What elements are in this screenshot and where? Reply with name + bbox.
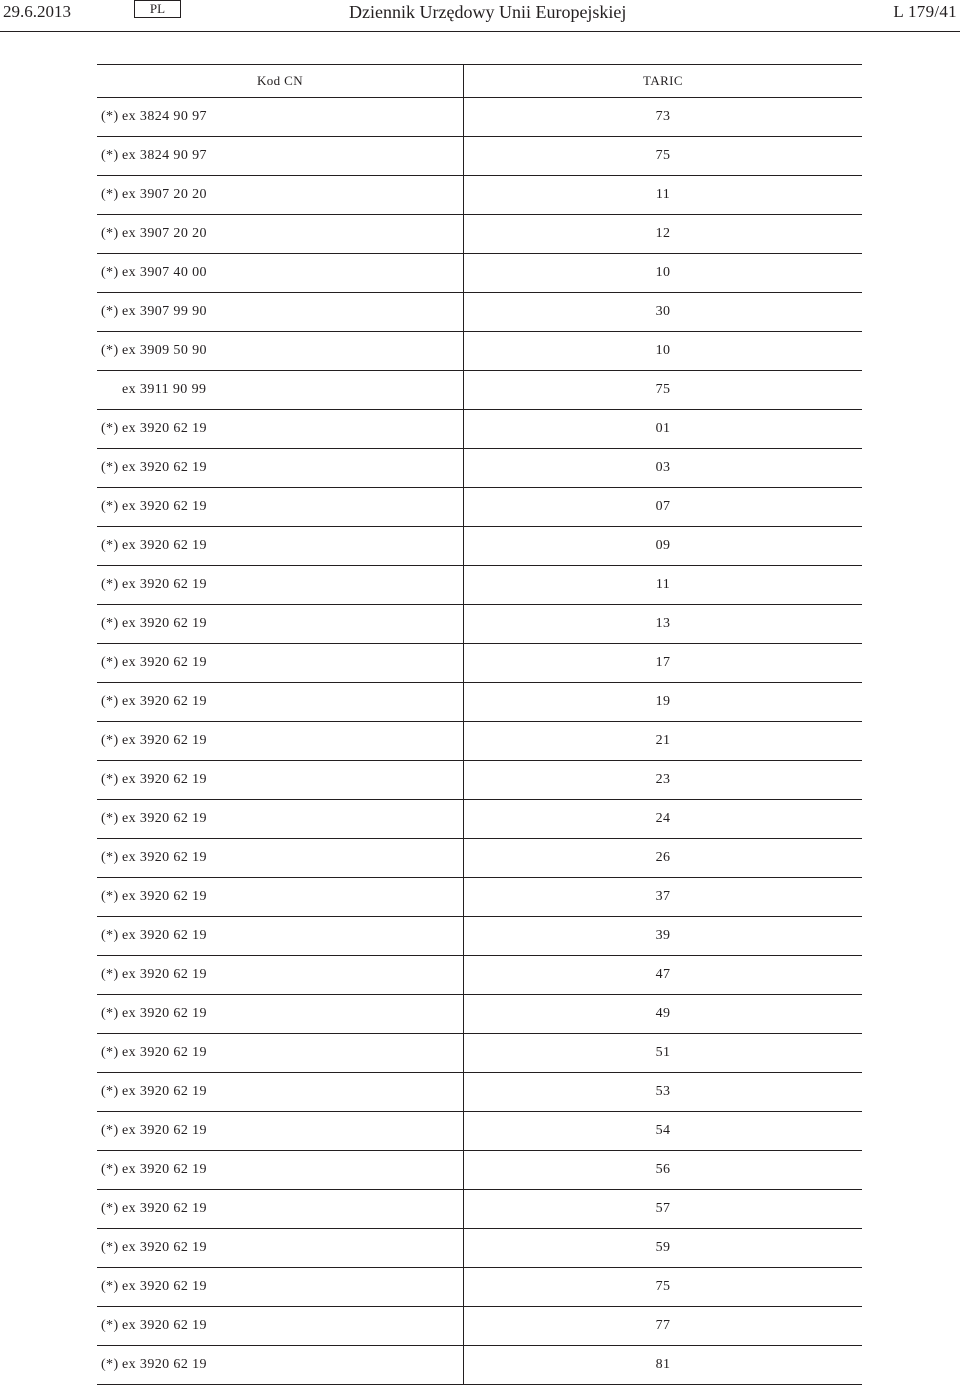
cn-code-cell bbox=[97, 98, 464, 136]
cn-code-value: ex 3920 62 19 bbox=[122, 655, 207, 670]
footnote-marker: (*) bbox=[101, 1357, 119, 1372]
table-row bbox=[97, 1229, 862, 1268]
table-row bbox=[97, 449, 862, 488]
taric-code-cell: 56 bbox=[655, 1162, 671, 1177]
taric-code-cell: 11 bbox=[655, 577, 671, 592]
cn-code-cell bbox=[97, 1112, 464, 1150]
taric-code-cell: 24 bbox=[655, 811, 671, 826]
column-header-cn-code: Kod CN bbox=[97, 65, 464, 97]
language-badge: PL bbox=[134, 0, 181, 18]
taric-code-cell: 39 bbox=[655, 928, 671, 943]
table-row bbox=[97, 995, 862, 1034]
taric-code-cell: 77 bbox=[655, 1318, 671, 1333]
taric-code-cell: 75 bbox=[655, 1279, 671, 1294]
cn-code-value: ex 3920 62 19 bbox=[122, 811, 207, 826]
taric-code-cell: 01 bbox=[655, 421, 671, 436]
cn-code-value: ex 3920 62 19 bbox=[122, 928, 207, 943]
footnote-marker: (*) bbox=[101, 928, 119, 943]
table-row bbox=[97, 1346, 862, 1385]
cn-code-cell bbox=[97, 449, 464, 487]
table-row bbox=[97, 137, 862, 176]
table-row bbox=[97, 1112, 862, 1151]
cn-code-value: ex 3920 62 19 bbox=[122, 694, 207, 709]
footnote-marker: (*) bbox=[101, 811, 119, 826]
cn-code-value: ex 3920 62 19 bbox=[122, 1045, 207, 1060]
taric-code-cell: 51 bbox=[655, 1045, 671, 1060]
taric-code-cell: 21 bbox=[655, 733, 671, 748]
table-row bbox=[97, 254, 862, 293]
cn-code-value: ex 3920 62 19 bbox=[122, 772, 207, 787]
table-row bbox=[97, 605, 862, 644]
taric-code-cell: 59 bbox=[655, 1240, 671, 1255]
cn-code-cell bbox=[97, 1034, 464, 1072]
cn-code-cell bbox=[97, 800, 464, 838]
cn-code-value: ex 3907 20 20 bbox=[122, 226, 207, 241]
table-row bbox=[97, 644, 862, 683]
cn-code-value: ex 3824 90 97 bbox=[122, 148, 207, 163]
cn-code-cell bbox=[97, 488, 464, 526]
cn-code-cell bbox=[97, 1190, 464, 1228]
page-reference: L 179/41 bbox=[893, 2, 957, 21]
taric-code-cell: 73 bbox=[655, 109, 671, 124]
taric-code-cell: 03 bbox=[655, 460, 671, 475]
cn-code-cell bbox=[97, 605, 464, 643]
cn-code-value: ex 3907 40 00 bbox=[122, 265, 207, 280]
cn-code-cell bbox=[97, 839, 464, 877]
cn-code-value: ex 3911 90 99 bbox=[122, 382, 207, 397]
taric-code-cell: 54 bbox=[655, 1123, 671, 1138]
cn-code-value: ex 3920 62 19 bbox=[122, 733, 207, 748]
taric-code-cell: 17 bbox=[655, 655, 671, 670]
cn-code-cell bbox=[97, 410, 464, 448]
cn-code-value: ex 3920 62 19 bbox=[122, 1357, 207, 1372]
taric-code-cell: 75 bbox=[655, 148, 671, 163]
cn-code-cell bbox=[97, 176, 464, 214]
taric-code-cell: 12 bbox=[655, 226, 671, 241]
footnote-marker: (*) bbox=[101, 148, 119, 163]
column-header-taric: TARIC bbox=[643, 73, 683, 88]
footnote-marker: (*) bbox=[101, 343, 119, 358]
footnote-marker: (*) bbox=[101, 304, 119, 319]
cn-code-value: ex 3920 62 19 bbox=[122, 1084, 207, 1099]
cn-code-value: ex 3920 62 19 bbox=[122, 421, 207, 436]
cn-code-cell bbox=[97, 1346, 464, 1384]
footnote-marker: (*) bbox=[101, 499, 119, 514]
footnote-marker: (*) bbox=[101, 1318, 119, 1333]
footnote-marker: (*) bbox=[101, 421, 119, 436]
taric-code-cell: 10 bbox=[655, 265, 671, 280]
footnote-marker: (*) bbox=[101, 733, 119, 748]
footnote-marker: (*) bbox=[101, 1084, 119, 1099]
cn-code-value: ex 3920 62 19 bbox=[122, 850, 207, 865]
footnote-marker: (*) bbox=[101, 226, 119, 241]
cn-code-cell bbox=[97, 332, 464, 370]
taric-code-cell: 19 bbox=[655, 694, 671, 709]
footnote-marker: (*) bbox=[101, 265, 119, 280]
cn-code-value: ex 3920 62 19 bbox=[122, 1123, 207, 1138]
footnote-marker: (*) bbox=[101, 1240, 119, 1255]
cn-code-cell bbox=[97, 1307, 464, 1345]
table-row bbox=[97, 527, 862, 566]
footnote-marker: (*) bbox=[101, 889, 119, 904]
footnote-marker: (*) bbox=[101, 538, 119, 553]
cn-code-cell bbox=[97, 722, 464, 760]
table-row bbox=[97, 566, 862, 605]
cn-code-value: ex 3909 50 90 bbox=[122, 343, 207, 358]
footnote-marker: (*) bbox=[101, 1006, 119, 1021]
cn-code-value: ex 3920 62 19 bbox=[122, 1279, 207, 1294]
cn-code-value: ex 3920 62 19 bbox=[122, 499, 207, 514]
cn-code-value: ex 3907 20 20 bbox=[122, 187, 207, 202]
cn-code-cell bbox=[97, 1073, 464, 1111]
cn-code-cell bbox=[97, 293, 464, 331]
cn-taric-table bbox=[97, 64, 862, 1385]
publication-date: 29.6.2013 bbox=[3, 2, 71, 21]
cn-code-cell bbox=[97, 995, 464, 1033]
table-row bbox=[97, 488, 862, 527]
footnote-marker: (*) bbox=[101, 1045, 119, 1060]
cn-code-value: ex 3920 62 19 bbox=[122, 1006, 207, 1021]
footnote-marker: (*) bbox=[101, 1279, 119, 1294]
table-header-row bbox=[97, 65, 862, 98]
table-row bbox=[97, 371, 862, 410]
taric-code-cell: 57 bbox=[655, 1201, 671, 1216]
table-row bbox=[97, 332, 862, 371]
footnote-marker: (*) bbox=[101, 187, 119, 202]
cn-code-cell bbox=[97, 956, 464, 994]
footnote-marker: (*) bbox=[101, 577, 119, 592]
table-row bbox=[97, 1034, 862, 1073]
cn-code-cell bbox=[97, 1151, 464, 1189]
cn-code-value: ex 3920 62 19 bbox=[122, 967, 207, 982]
cn-code-cell bbox=[97, 215, 464, 253]
taric-code-cell: 23 bbox=[655, 772, 671, 787]
taric-code-cell: 75 bbox=[655, 382, 671, 397]
table-row bbox=[97, 722, 862, 761]
cn-code-cell bbox=[97, 1268, 464, 1306]
cn-code-value: ex 3920 62 19 bbox=[122, 889, 207, 904]
taric-code-cell: 37 bbox=[655, 889, 671, 904]
footnote-marker: (*) bbox=[101, 1162, 119, 1177]
cn-code-cell bbox=[97, 566, 464, 604]
taric-code-cell: 30 bbox=[655, 304, 671, 319]
cn-code-cell bbox=[97, 254, 464, 292]
footnote-marker: (*) bbox=[101, 1201, 119, 1216]
cn-code-value: ex 3920 62 19 bbox=[122, 1240, 207, 1255]
taric-code-cell: 09 bbox=[655, 538, 671, 553]
table-row bbox=[97, 1151, 862, 1190]
cn-code-cell bbox=[97, 644, 464, 682]
table-row bbox=[97, 1307, 862, 1346]
taric-code-cell: 81 bbox=[655, 1357, 671, 1372]
footnote-marker: (*) bbox=[101, 460, 119, 475]
taric-code-cell: 53 bbox=[655, 1084, 671, 1099]
table-row bbox=[97, 878, 862, 917]
taric-code-cell: 13 bbox=[655, 616, 671, 631]
cn-code-cell bbox=[97, 371, 464, 409]
footnote-marker: (*) bbox=[101, 616, 119, 631]
taric-code-cell: 07 bbox=[655, 499, 671, 514]
table-row bbox=[97, 1073, 862, 1112]
table-row bbox=[97, 1268, 862, 1307]
table-row bbox=[97, 956, 862, 995]
cn-code-cell bbox=[97, 527, 464, 565]
taric-code-cell: 26 bbox=[655, 850, 671, 865]
table-row bbox=[97, 98, 862, 137]
cn-code-value: ex 3920 62 19 bbox=[122, 616, 207, 631]
cn-code-value: ex 3920 62 19 bbox=[122, 577, 207, 592]
cn-code-cell bbox=[97, 683, 464, 721]
cn-code-cell bbox=[97, 137, 464, 175]
cn-code-value: ex 3920 62 19 bbox=[122, 538, 207, 553]
table-row bbox=[97, 215, 862, 254]
footnote-marker: (*) bbox=[101, 850, 119, 865]
table-row bbox=[97, 917, 862, 956]
footnote-marker: (*) bbox=[101, 1123, 119, 1138]
table-row bbox=[97, 800, 862, 839]
page-header bbox=[0, 0, 960, 32]
footnote-marker: (*) bbox=[101, 772, 119, 787]
footnote-marker: (*) bbox=[101, 694, 119, 709]
cn-code-value: ex 3920 62 19 bbox=[122, 1162, 207, 1177]
cn-code-cell bbox=[97, 917, 464, 955]
table-row bbox=[97, 293, 862, 332]
cn-code-cell bbox=[97, 761, 464, 799]
taric-code-cell: 11 bbox=[655, 187, 671, 202]
table-row bbox=[97, 839, 862, 878]
journal-title: Dziennik Urzędowy Unii Europejskiej bbox=[349, 2, 627, 22]
table-row bbox=[97, 176, 862, 215]
footnote-marker: (*) bbox=[101, 967, 119, 982]
footnote-marker: (*) bbox=[101, 655, 119, 670]
cn-code-cell bbox=[97, 1229, 464, 1267]
cn-code-value: ex 3907 99 90 bbox=[122, 304, 207, 319]
table-row bbox=[97, 410, 862, 449]
table-row bbox=[97, 1190, 862, 1229]
cn-code-value: ex 3920 62 19 bbox=[122, 1318, 207, 1333]
taric-code-cell: 10 bbox=[655, 343, 671, 358]
cn-code-cell bbox=[97, 878, 464, 916]
cn-code-value: ex 3920 62 19 bbox=[122, 460, 207, 475]
table-row bbox=[97, 683, 862, 722]
taric-code-cell: 49 bbox=[655, 1006, 671, 1021]
cn-code-value: ex 3824 90 97 bbox=[122, 109, 207, 124]
taric-code-cell: 47 bbox=[655, 967, 671, 982]
table-row bbox=[97, 761, 862, 800]
footnote-marker: (*) bbox=[101, 109, 119, 124]
cn-code-value: ex 3920 62 19 bbox=[122, 1201, 207, 1216]
